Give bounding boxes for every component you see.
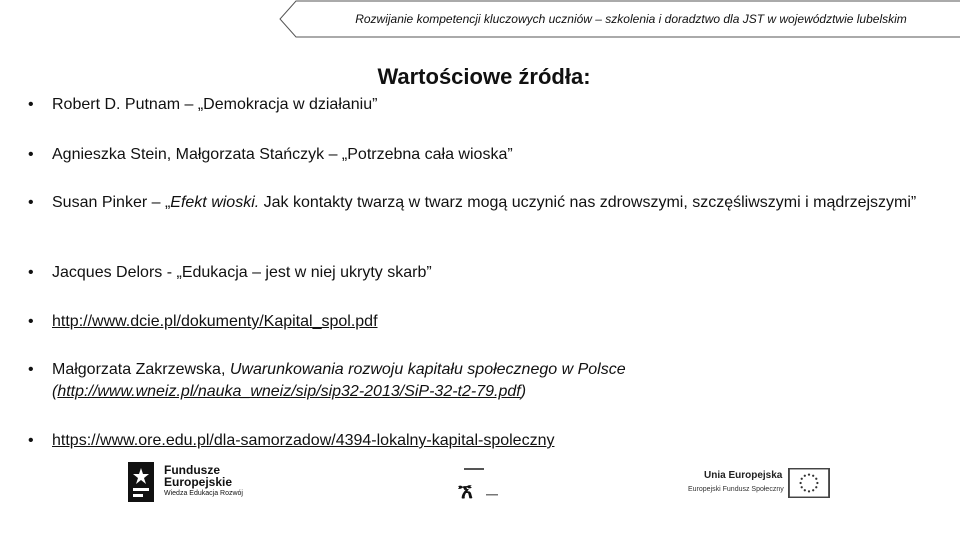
source-item	[28, 430, 928, 452]
regional-emblem-icon	[456, 464, 506, 504]
bullet: •	[28, 146, 34, 163]
header-banner	[278, 0, 960, 38]
fe-star-icon	[128, 462, 154, 502]
source-item	[28, 192, 928, 214]
header-title: Rozwijanie kompetencji kluczowych uczniów – szkolenia i doradztwo dla JST w województwie lubelskim	[355, 12, 907, 26]
source-item	[28, 144, 928, 166]
source-text-post: Jak kontakty twarzą w twarz mogą uczynić nas zdrowszymi, szczęśliwszymi i mądrzejszymi”	[259, 194, 917, 211]
source-text: Robert D. Putnam – „Demokracja w działaniu”	[52, 96, 378, 113]
fundusze-europejskie-logo	[128, 460, 268, 506]
source-item	[28, 311, 928, 333]
regional-logo	[456, 464, 506, 504]
paren-close: )	[520, 383, 527, 400]
source-text-pre: Małgorzata Zakrzewska,	[52, 361, 230, 378]
logos-bar	[0, 460, 960, 510]
unia-europejska-logo	[688, 468, 838, 508]
bullet: •	[28, 313, 34, 330]
paren-open: (	[52, 383, 58, 400]
source-text: Jacques Delors - „Edukacja – jest w niej ukryty skarb”	[52, 264, 432, 281]
fe-logo-text: Fundusze Europejskie	[164, 463, 233, 489]
source-link[interactable]: https://www.ore.edu.pl/dla-samorzadow/4394-lokalny-kapital-spoleczny	[52, 432, 555, 449]
source-text-pre: Susan Pinker – „	[52, 194, 171, 211]
ue-logo-text: Unia Europejska	[704, 470, 783, 481]
slide-title: Wartościowe źródła:	[377, 64, 591, 89]
source-title-italic: Efekt wioski.	[170, 194, 260, 211]
bullet: •	[28, 361, 34, 378]
bullet: •	[28, 264, 34, 281]
source-link[interactable]: http://www.dcie.pl/dokumenty/Kapital_spol.pdf	[52, 313, 378, 330]
ue-logo-subtitle: Europejski Fundusz Społeczny	[688, 486, 784, 493]
source-title-italic: Uwarunkowania rozwoju kapitału społecznego w Polsce	[229, 361, 626, 378]
svg-text:ኧ: ኧ	[458, 479, 473, 503]
fe-logo-subtitle: Wiedza Edukacja Rozwój	[164, 490, 243, 497]
bullet: •	[28, 96, 34, 113]
eu-flag-icon	[788, 468, 830, 498]
source-item	[28, 94, 928, 116]
source-text: Agnieszka Stein, Małgorzata Stańczyk – „Potrzebna cała wioska”	[52, 146, 513, 163]
source-link[interactable]: http://www.wneiz.pl/nauka_wneiz/sip/sip32-2013/SiP-32-t2-79.pdf	[57, 383, 521, 400]
source-item	[28, 262, 928, 284]
source-item	[28, 359, 928, 403]
bullet: •	[28, 432, 34, 449]
bullet: •	[28, 194, 34, 211]
